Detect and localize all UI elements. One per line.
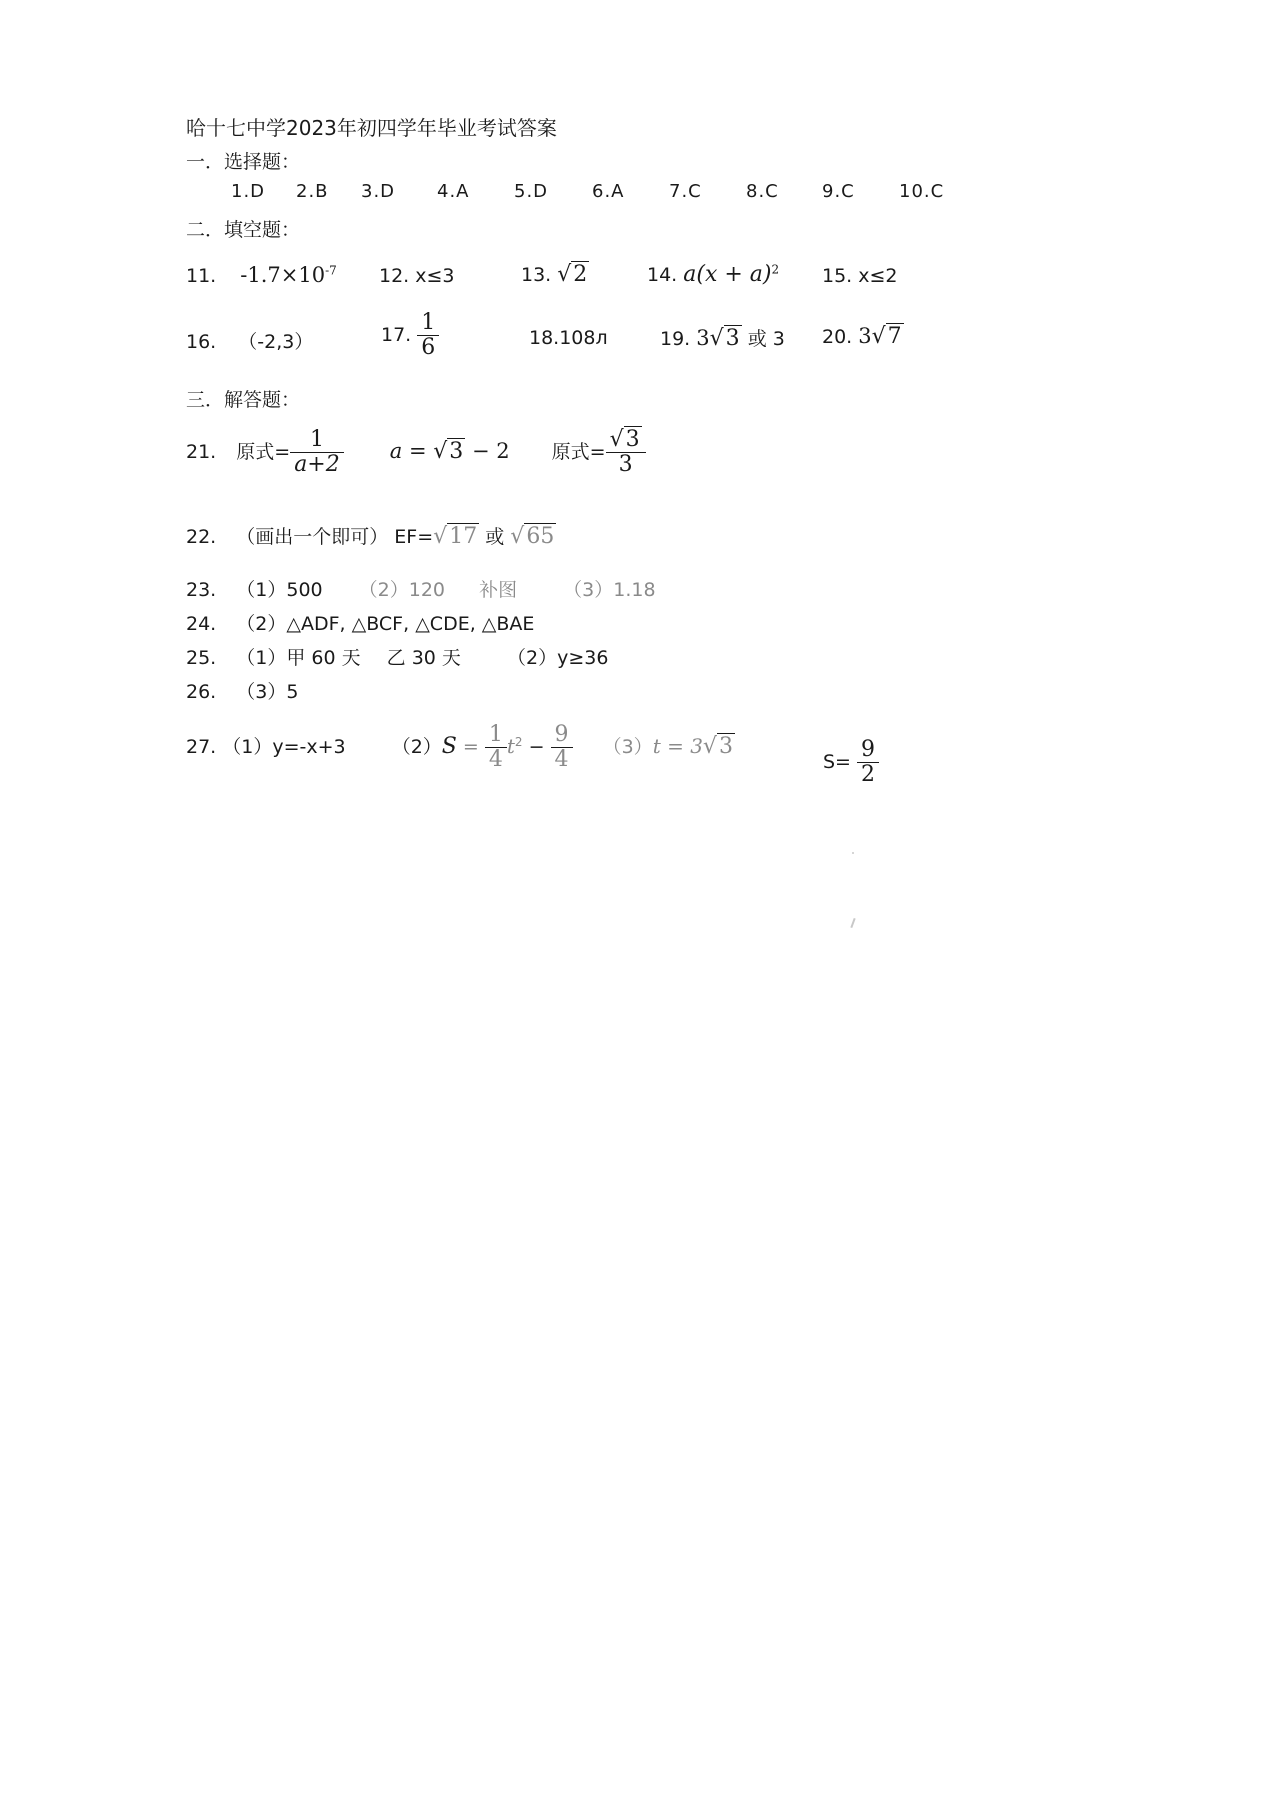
answer-q23 — [186, 575, 656, 602]
sqrt-expression: √65 — [510, 524, 555, 549]
answer-part: 补图 — [479, 579, 518, 601]
exponent: 2 — [771, 262, 780, 277]
coefficient: 3 — [696, 326, 710, 350]
section2-heading: 二．填空题： — [186, 219, 301, 241]
answer-value: x≤3 — [415, 265, 455, 287]
numerator: 1 — [488, 722, 503, 747]
question-number: 18. — [529, 327, 560, 349]
exponent: 2 — [514, 734, 523, 749]
answer-part: （2）y≥36 — [506, 647, 609, 669]
variable-t: t — [506, 734, 515, 759]
answer-q18 — [529, 327, 608, 349]
question-number: 12. — [379, 265, 410, 287]
radicand: 3 — [718, 734, 733, 760]
question-number: 25. — [186, 647, 217, 669]
answer-value: -1.7×10 — [240, 263, 326, 287]
choice-answer: 6.A — [592, 181, 625, 202]
fraction — [417, 311, 439, 360]
choice-answer: 7.C — [669, 181, 702, 202]
question-number: 24. — [186, 613, 217, 635]
fraction — [857, 738, 879, 787]
answer-tail: 或 3 — [747, 328, 785, 350]
section3-heading: 三．解答题： — [186, 389, 301, 411]
radicand: 2 — [573, 262, 588, 287]
answer-value: （-2,3） — [238, 331, 314, 353]
answer-part: （3）1.18 — [563, 579, 656, 601]
denominator: 6 — [421, 335, 436, 361]
question-number: 13. — [521, 264, 552, 286]
choice-answer: 10.C — [899, 181, 945, 202]
radicand: 3 — [449, 439, 464, 465]
question-number: 23. — [186, 579, 217, 601]
fraction — [290, 428, 344, 477]
answer-q26 — [186, 677, 298, 704]
numerator: √3 — [609, 427, 640, 452]
answer-q17 — [381, 311, 439, 360]
choice-answer: 4.A — [437, 181, 470, 202]
equals: = — [456, 736, 485, 759]
answer-text: （画出一个即可） EF= — [236, 526, 434, 548]
answer-q27 — [186, 723, 735, 772]
sqrt-expression: √17 — [433, 524, 478, 549]
stray-mark — [852, 852, 854, 854]
denominator: 3 — [618, 452, 633, 478]
exponent: -7 — [325, 263, 337, 278]
page-title: 哈十七中学2023年初四学年毕业考试答案 — [186, 116, 557, 140]
answer-value: a(x + a) — [683, 262, 772, 287]
stray-mark — [850, 918, 855, 928]
answer-q27-s — [823, 738, 879, 787]
sqrt-expression: √3 — [702, 734, 733, 760]
answer-q21 — [186, 428, 646, 477]
answer-q24 — [186, 609, 534, 636]
label: S= — [823, 751, 851, 774]
answer-part: （2）120 — [358, 579, 446, 601]
answer-q11 — [186, 263, 337, 287]
sqrt-expression: √7 — [871, 324, 902, 349]
numerator: 9 — [861, 737, 876, 762]
radicand: 17 — [449, 524, 478, 549]
question-number: 21. — [186, 441, 217, 464]
question-number: 17. — [381, 324, 412, 347]
numerator: 1 — [309, 427, 324, 452]
minus: − — [522, 736, 551, 759]
answer-q25 — [186, 643, 608, 670]
label: 原式= — [551, 441, 606, 464]
fraction — [551, 723, 573, 772]
answer-q16 — [186, 327, 313, 354]
answer-value: 108л — [559, 327, 608, 349]
question-number: 11. — [186, 265, 217, 287]
label: 原式= — [236, 441, 291, 464]
radicand: 65 — [526, 524, 555, 549]
answer-q15 — [822, 265, 898, 287]
answer-part: 乙 30 天 — [386, 647, 461, 669]
answer-part: （1）500 — [236, 579, 323, 601]
question-number: 19. — [660, 328, 691, 350]
answer-part: （1）甲 60 天 — [236, 647, 361, 669]
answer-text: （2）△ADF, △BCF, △CDE, △BAE — [236, 613, 535, 635]
denominator: 4 — [554, 747, 569, 773]
section1-heading: 一．选择题： — [186, 151, 301, 173]
question-number: 22. — [186, 526, 217, 548]
denominator: 2 — [861, 762, 876, 788]
numerator: 9 — [554, 722, 569, 747]
variable-s: S — [441, 734, 457, 760]
sqrt-expression: √2 — [557, 262, 588, 287]
separator: 或 — [479, 526, 511, 548]
answer-q20 — [822, 324, 904, 349]
answer-q14 — [647, 262, 779, 287]
choice-answer: 9.C — [822, 181, 855, 202]
radicand: 3 — [725, 326, 740, 351]
fraction — [485, 723, 507, 772]
answer-q13 — [521, 262, 589, 287]
choice-answer: 5.D — [514, 181, 549, 202]
radicand: 3 — [625, 427, 640, 452]
question-number: 16. — [186, 331, 217, 353]
denominator: a+2 — [294, 452, 340, 478]
denominator: 4 — [488, 747, 503, 773]
choice-answer: 2.B — [296, 181, 329, 202]
radicand: 7 — [887, 324, 902, 349]
sqrt-expression: √3 — [709, 326, 740, 351]
answer-q12 — [379, 265, 455, 287]
expression: a = — [389, 439, 434, 464]
fraction — [606, 428, 646, 477]
expression: t = 3 — [652, 734, 703, 759]
answer-value: x≤2 — [858, 265, 898, 287]
answer-part: （3） — [602, 736, 653, 759]
question-number: 27. — [186, 736, 217, 759]
expression-tail: − 2 — [465, 439, 510, 464]
answer-part: （2） — [391, 736, 442, 759]
sqrt-expression: √3 — [433, 439, 464, 465]
question-number: 20. — [822, 326, 853, 348]
choice-answer: 3.D — [361, 181, 396, 202]
choice-answer: 8.C — [746, 181, 779, 202]
coefficient: 3 — [858, 324, 872, 348]
answer-q19 — [660, 324, 785, 351]
answer-q22 — [186, 522, 556, 549]
choice-answer: 1.D — [231, 181, 266, 202]
question-number: 15. — [822, 265, 853, 287]
numerator: 1 — [421, 310, 436, 335]
question-number: 26. — [186, 681, 217, 703]
question-number: 14. — [647, 264, 678, 286]
answer-text: （3）5 — [236, 681, 299, 703]
answer-part: （1）y=-x+3 — [222, 736, 346, 759]
